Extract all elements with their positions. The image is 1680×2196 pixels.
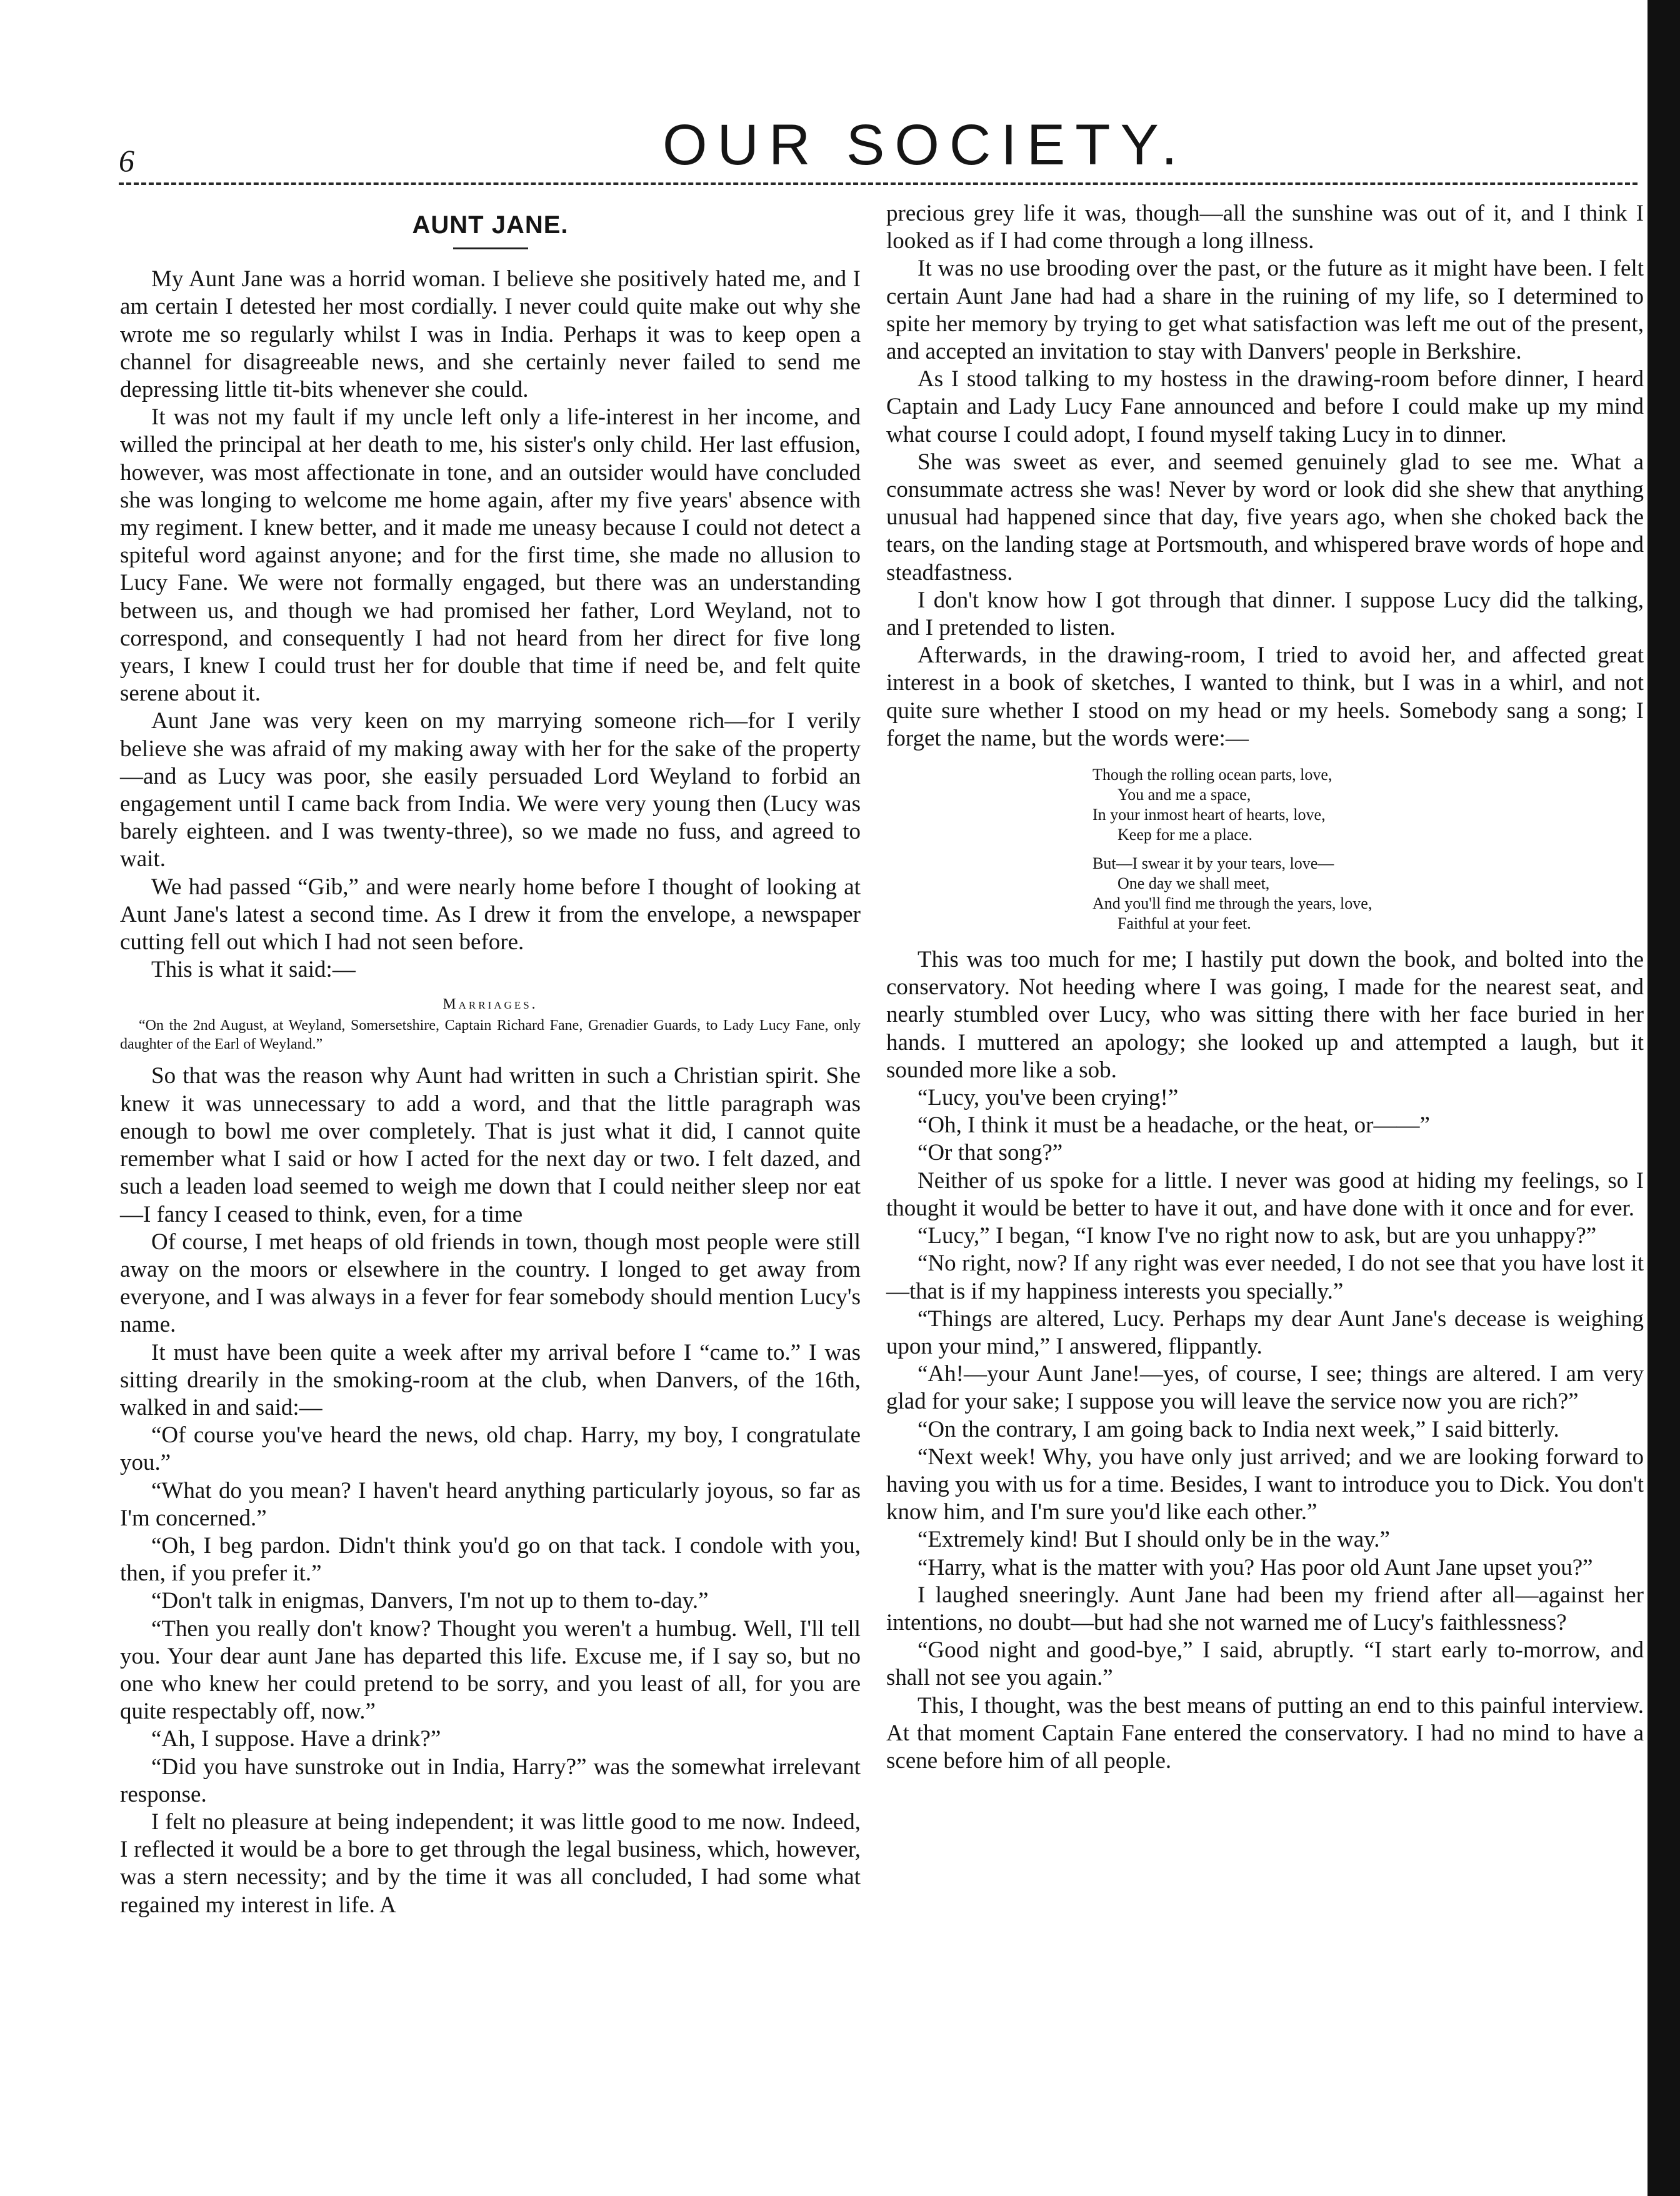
paragraph: “No right, now? If any right was ever needed, I do not see that you have lost it—that is if my happiness interests you specially.” [886, 1250, 1644, 1304]
paragraph: I don't know how I got through that dinner. I suppose Lucy did the talking, and I pretended to listen. [886, 587, 1644, 641]
paragraph: This was too much for me; I hastily put down the book, and bolted into the conservatory. Not heeding where I was going, I made for the nearest seat, and nearly stumbled over Lucy, who was sitting there with her face buried in her hands. I muttered an apology; she looked up and attempted a laugh, but it sounded more like a sob. [886, 947, 1644, 1083]
paragraph: “Of course you've heard the news, old chap. Harry, my boy, I congratulate you.” [120, 1422, 861, 1476]
paragraph: So that was the reason why Aunt had written in such a Christian spirit. She knew it was unnecessary to add a word, and that the little paragraph was enough to bowl me over completely. That is just what it did, I cannot quite remember what I said or how I acted for the next day or two. I felt dazed, and such a leaden load seemed to weigh me down that I could neither sleep nor eat—I fancy I ceased to think, even, for a time [120, 1063, 861, 1227]
verse-stanza [1092, 854, 1644, 934]
verse-line: Faithful at your feet. [1118, 914, 1251, 933]
paragraph: “Things are altered, Lucy. Perhaps my dear Aunt Jane's decease is weighing upon your mind,” I answered, flippantly. [886, 1305, 1644, 1359]
paragraph: “Don't talk in enigmas, Danvers, I'm not up to them to-day.” [151, 1588, 709, 1614]
paragraph: “Or that song?” [918, 1140, 1063, 1166]
page-number: 6 [119, 143, 134, 178]
paragraph: “Oh, I beg pardon. Didn't think you'd go on that tack. I condole with you, then, if you prefer it.” [120, 1532, 861, 1587]
paragraph: “Did you have sunstroke out in India, Harry?” was the somewhat irrelevant response. [120, 1754, 861, 1807]
paragraph: “Good night and good-bye,” I said, abruptly. “I start early to-morrow, and shall not see you again.” [886, 1637, 1644, 1691]
paragraph: As I stood talking to my hostess in the drawing-room before dinner, I heard Captain and Lady Lucy Fane announced and before I could make up my mind what course I could adopt, I found myself taking Lucy in to dinner. [886, 366, 1644, 447]
paragraph: Neither of us spoke for a little. I never was good at hiding my feelings, so I thought it would be better to have it out, and have done with it once and for ever. [886, 1167, 1644, 1221]
paragraph: “Lucy,” I began, “I know I've no right now to ask, but are you unhappy?” [918, 1223, 1597, 1249]
verse-line: But—I swear it by your tears, love— [1092, 854, 1334, 873]
paragraph: This is what it said:— [151, 957, 356, 983]
scan-edge-shadow [1648, 0, 1680, 2196]
paragraph: “Next week! Why, you have only just arrived; and we are looking forward to having you with us for a time. Besides, I want to introduce you to Dick. You don't know him, and I'm sure you'd like each other.” [886, 1444, 1644, 1525]
paragraph: “Then you really don't know? Thought you weren't a humbug. Well, I'll tell you. Your dear aunt Jane has departed this life. Excuse me, if I say so, but no one who knew her could pretend to be sorry, and you least of all, for you are quite respectably off, now.” [120, 1615, 861, 1725]
paragraph-continued: precious grey life it was, though—all the sunshine was out of it, and I think I looked as if I had come through a long illness. [886, 201, 1644, 254]
right-column [886, 200, 1644, 1775]
paragraph: “Extremely kind! But I should only be in the way.” [918, 1527, 1390, 1553]
paragraph: “Harry, what is the matter with you? Has poor old Aunt Jane upset you?” [918, 1554, 1593, 1580]
paragraph: We had passed “Gib,” and were nearly home before I thought of looking at Aunt Jane's latest a second time. As I drew it from the envelope, a newspaper cutting fell out which I had not seen before. [120, 874, 861, 956]
paragraph: “Ah, I suppose. Have a drink?” [151, 1726, 441, 1752]
header-rule [119, 182, 1638, 185]
paragraph: I felt no pleasure at being independent; it was little good to me now. Indeed, I reflected it would be a bore to get through the legal business, which, however, was a stern necessity; and by the time it was all concluded, I had some what regained my interest in life. A [120, 1809, 861, 1918]
verse-line: You and me a space, [1118, 786, 1251, 804]
notice-heading: Marriages. [442, 996, 538, 1013]
paragraph: Aunt Jane was very keen on my marrying someone rich—for I verily believe she was afraid of my making away with her for the sake of the property—and as Lucy was poor, she easily persuaded Lord Weyland to forbid an engagement until I came back from India. We were very young then (Lucy was barely eighteen. and I was twenty-three), so we made no fuss, and agreed to wait. [120, 708, 861, 872]
paragraph: My Aunt Jane was a horrid woman. I believe she positively hated me, and I am certain I detested her most cordially. I never could quite make out why she wrote me so regularly whilst I was in India. Perhaps it was to keep open a channel for disagreeable news, and she certainly never failed to send me depressing little tit-bits whenever she could. [120, 266, 861, 403]
marriage-notice [120, 995, 861, 1054]
paragraph: Of course, I met heaps of old friends in town, though most people were still away on the moors or elsewhere in the country. I longed to get away from everyone, and I was always in a fever for fear somebody should mention Lucy's name. [120, 1229, 861, 1338]
paragraph: “What do you mean? I haven't heard anything particularly joyous, so far as I'm concerned.” [120, 1477, 861, 1531]
notice-text: “On the 2nd August, at Weyland, Somersetshire, Captain Richard Fane, Grenadier Guards, to Lady Lucy Fane, only daughter of the Earl of Weyland.” [120, 1017, 861, 1053]
verse-stanza [1092, 765, 1644, 845]
paragraph: “Oh, I think it must be a headache, or the heat, or——” [918, 1112, 1430, 1139]
paragraph: “Ah!—your Aunt Jane!—yes, of course, I see; things are altered. I am very glad for your sake; I suppose you will leave the service now you are rich?” [886, 1361, 1644, 1415]
paragraph: Afterwards, in the drawing-room, I tried to avoid her, and affected great interest in a book of sketches, I wanted to think, but I was in a whirl, and not quite sure whether I stood on my head or my heels. Somebody sang a song; I forget the name, but the words were:— [886, 642, 1644, 751]
verse-line: Keep for me a place. [1118, 826, 1252, 844]
paragraph: This, I thought, was the best means of putting an end to this painful interview. At that moment Captain Fane entered the conservatory. I had no mind to have a scene before him of all people. [886, 1692, 1644, 1774]
title-rule [453, 247, 528, 249]
verse-line: And you'll find me through the years, love, [1092, 894, 1372, 913]
left-column [120, 200, 861, 1919]
verse-line: In your inmost heart of hearts, love, [1092, 806, 1326, 824]
paragraph: It was not my fault if my uncle left only a life-interest in her income, and willed the principal at her death to me, his sister's only child. Her last effusion, however, was most affectionate in tone, and an outsider would have concluded she was longing to welcome me home again, after my five years' absence with my regiment. I knew better, and it made me uneasy because I could not detect a spiteful word against anyone; and for the first time, she made no allusion to Lucy Fane. We were not formally engaged, but there was an understanding between us, and though we had promised her father, Lord Weyland, not to correspond, and consequently I had not heard from her direct for five long years, I knew I could trust her for double that time if need be, and felt quite serene about it. [120, 404, 861, 707]
song-verse [1092, 765, 1644, 934]
paragraph: It must have been quite a week after my arrival before I “came to.” I was sitting drearily in the smoking-room at the club, when Danvers, of the 16th, walked in and said:— [120, 1339, 861, 1420]
paragraph: It was no use brooding over the past, or the future as it might have been. I felt certain Aunt Jane had had a share in the ruining of my life, so I determined to spite her memory by trying to get what satisfaction was left me out of the present, and accepted an invitation to stay with Danvers' people in Berkshire. [886, 256, 1644, 365]
verse-line: One day we shall meet, [1118, 874, 1270, 893]
article-title: AUNT JANE. [412, 211, 569, 239]
verse-line: Though the rolling ocean parts, love, [1092, 766, 1332, 784]
paragraph: She was sweet as ever, and seemed genuinely glad to see me. What a consummate actress she was! Never by word or look did she shew that anything unusual had happened since that day, five years ago, when she choked back the tears, on the landing stage at Portsmouth, and whispered brave words of hope and steadfastness. [886, 449, 1644, 586]
masthead: OUR SOCIETY. [662, 113, 1188, 177]
paragraph: “Lucy, you've been crying!” [918, 1085, 1179, 1111]
paragraph: “On the contrary, I am going back to India next week,” I said bitterly. [918, 1416, 1559, 1442]
paragraph: I laughed sneeringly. Aunt Jane had been my friend after all—against her intentions, no doubt—but had she not warned me of Lucy's faithlessness? [886, 1582, 1644, 1635]
